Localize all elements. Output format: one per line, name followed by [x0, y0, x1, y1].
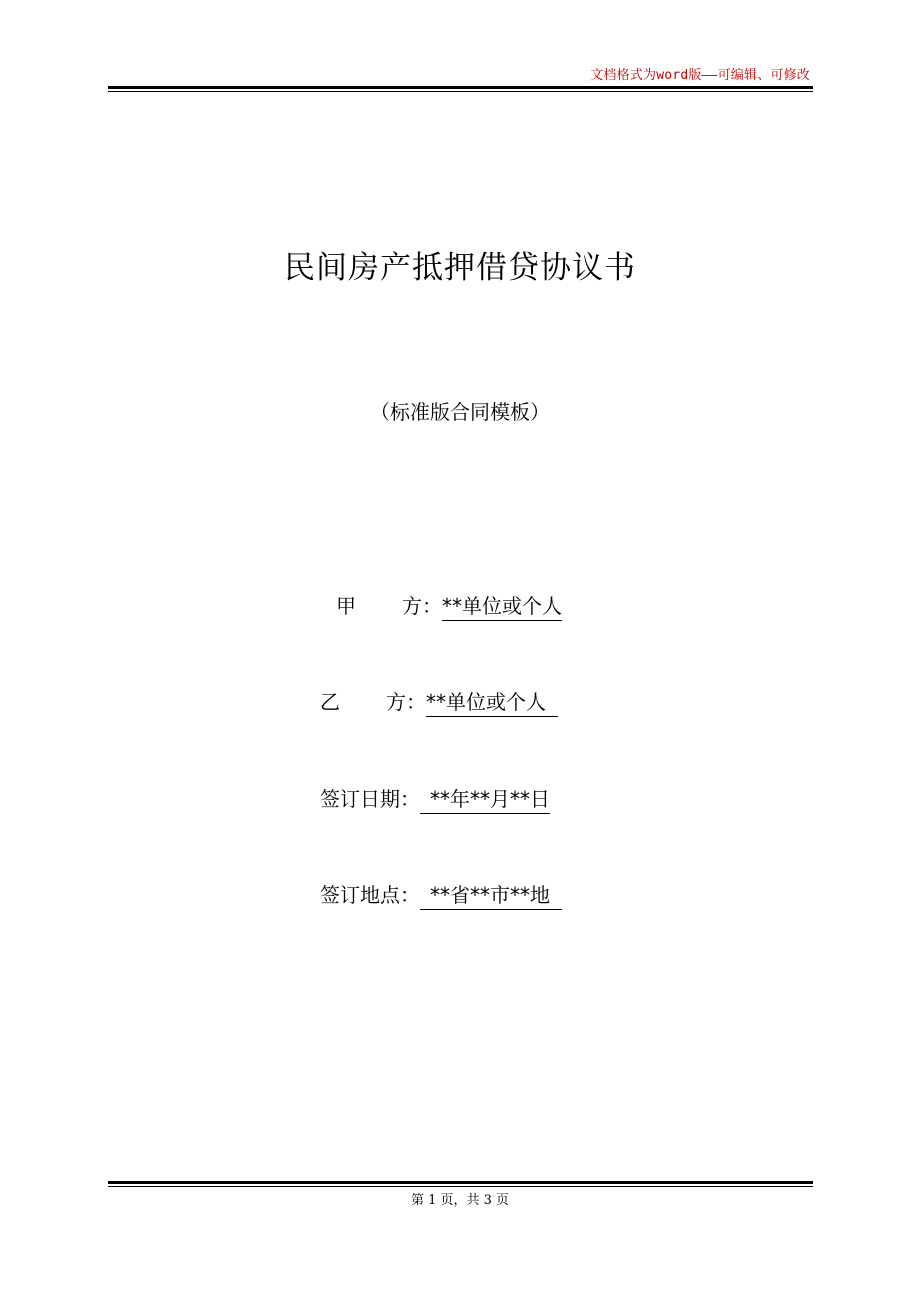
party-b-value: **单位或个人 [426, 690, 546, 714]
document-subtitle: （标准版合同模板） [370, 400, 550, 424]
party-a-value: **单位或个人 [442, 590, 562, 621]
party-a-field [336, 590, 562, 621]
party-a-label-1: 甲 [336, 594, 356, 618]
party-b-label-1: 乙 [320, 690, 340, 714]
header-note: 文档格式为word版——可编辑、可修改 [590, 68, 810, 83]
sign-date-label: 签订日期： [320, 787, 420, 811]
document-title: 民间房产抵押借贷协议书 [284, 250, 636, 286]
sign-date-field [320, 783, 550, 814]
party-b-field [320, 686, 558, 717]
sign-place-value-line [420, 879, 562, 910]
sign-place-value: **省**市**地 [430, 883, 550, 907]
party-b-value-line [426, 686, 558, 717]
sign-place-field [320, 879, 562, 910]
page-number: 第 1 页，共 3 页 [410, 1193, 510, 1208]
party-b-label-2: 方： [386, 690, 426, 714]
sign-date-value-line [420, 783, 550, 814]
party-a-label-2: 方： [402, 594, 442, 618]
sign-place-label: 签订地点： [320, 883, 420, 907]
sign-date-value: **年**月**日 [430, 787, 550, 811]
header-rule [108, 86, 813, 92]
footer-rule [108, 1181, 813, 1187]
